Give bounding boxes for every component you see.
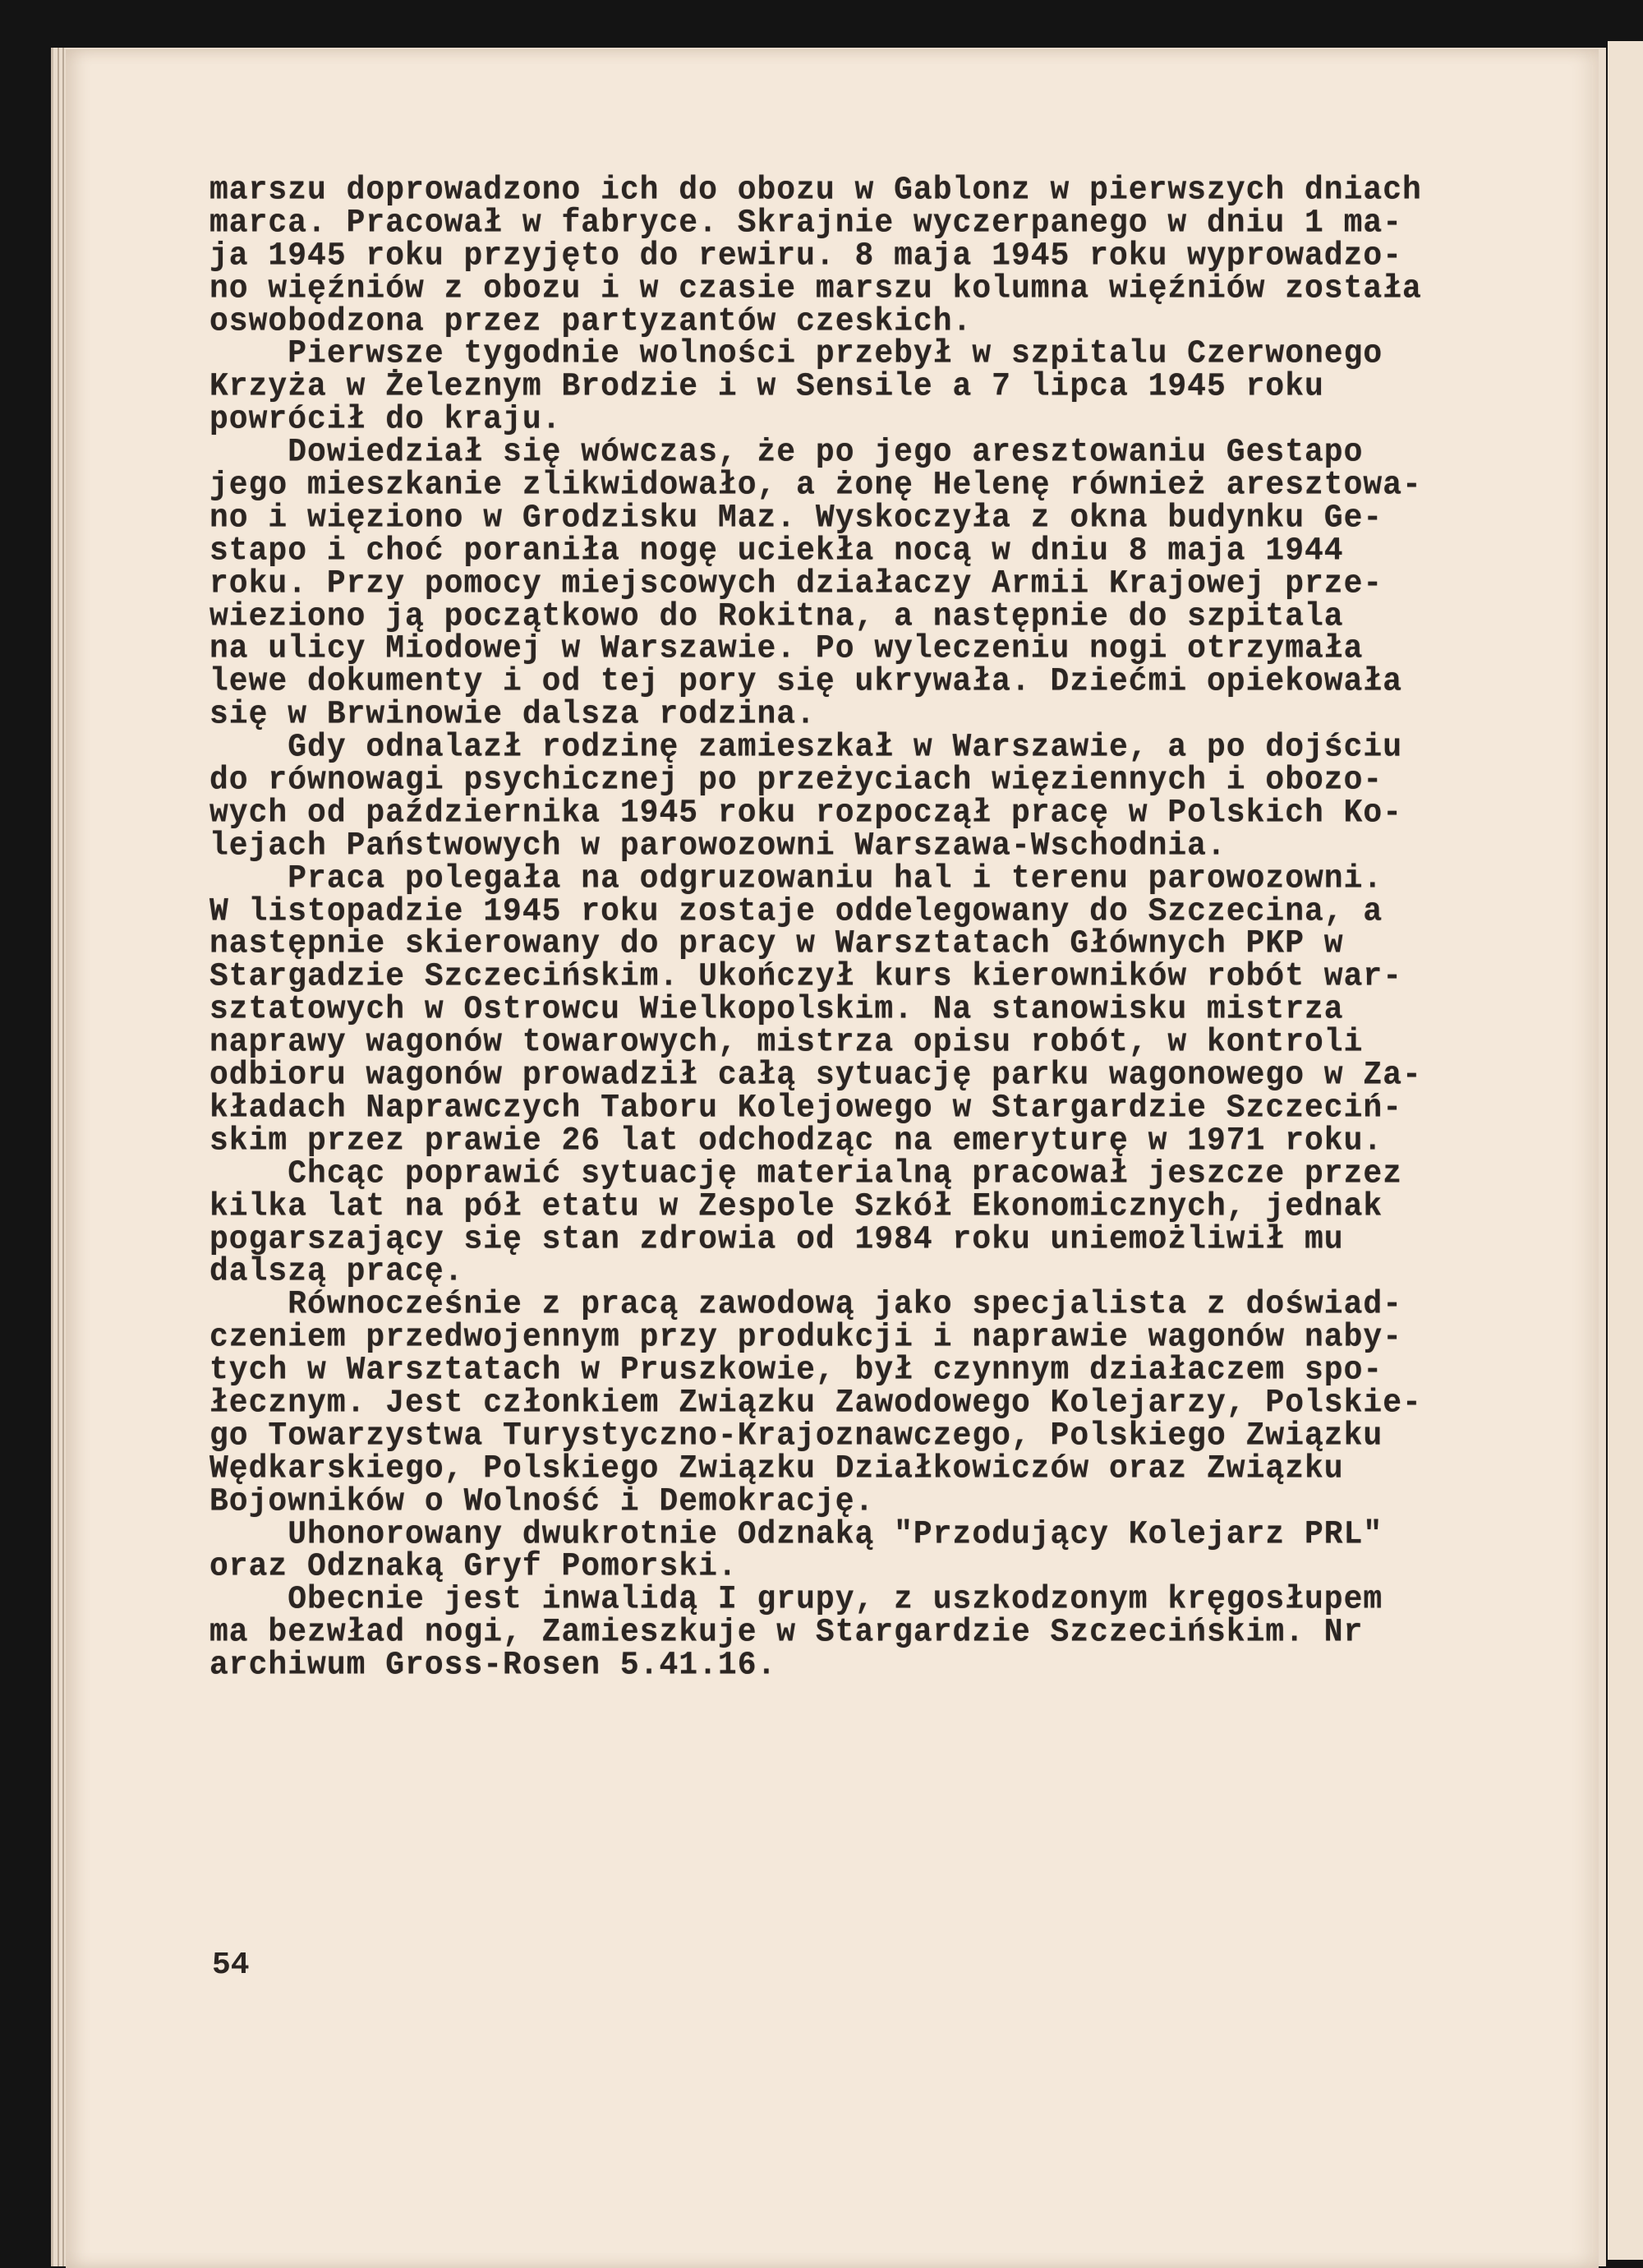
text-line: wych od października 1945 roku rozpoczął pracę w Polskich Ko- (209, 794, 1403, 832)
text-line: naprawy wagonów towarowych, mistrza opisu robót, w kontroli (209, 1024, 1364, 1062)
paragraph (209, 434, 1422, 734)
text-line: odbioru wagonów prowadził całą sytuację parku wagonowego w Za- (209, 1056, 1422, 1095)
text-line: Obecnie jest inwalidą I grupy, z uszkodzonym kręgosłupem (209, 1581, 1383, 1619)
text-line: go Towarzystwa Turystyczno-Krajoznawczego, Polskiego Związku (209, 1417, 1383, 1454)
text-line: sztatowych w Ostrowcu Wielkopolskim. Na stanowisku mistrza (209, 991, 1344, 1029)
text-line: ja 1945 roku przyjęto do rewiru. 8 maja 1945 roku wyprowadzo- (209, 237, 1403, 274)
text-line: dalszą pracę. (209, 1253, 464, 1291)
text-line: Praca polegała na odgruzowaniu hal i terenu parowozowni. (209, 860, 1383, 897)
text-line: marca. Pracował w fabryce. Skrajnie wyczerpanego w dniu 1 ma- (209, 204, 1403, 242)
text-line: skim przez prawie 26 lat odchodząc na emeryturę w 1971 roku. (209, 1122, 1383, 1159)
text-line: kładach Naprawczych Taboru Kolejowego w Stargardzie Szczeciń- (209, 1089, 1403, 1127)
text-line: tych w Warsztatach w Pruszkowie, był czynnym działaczem spo- (209, 1351, 1383, 1390)
text-line: roku. Przy pomocy miejscowych działaczy Armii Krajowej prze- (209, 565, 1383, 602)
text-line: pogarszający się stan zdrowia od 1984 roku uniemożliwił mu (209, 1220, 1344, 1258)
text-line: no i więziono w Grodzisku Maz. Wyskoczyła z okna budynku Ge- (209, 499, 1383, 537)
text-line: Bojowników o Wolność i Demokrację. (209, 1482, 875, 1520)
text-line: następnie skierowany do pracy w Warsztatach Głównych PKP w (209, 925, 1344, 963)
page-edge-line (62, 48, 64, 2266)
text-line: no więźniów z obozu i w czasie marszu kolumna więźniów została (209, 270, 1422, 307)
text-line: Chcąc poprawić sytuację materialną pracował jeszcze przez (209, 1155, 1403, 1192)
paragraph (209, 860, 1422, 1159)
adjacent-page-edge (1608, 41, 1643, 2260)
page-number: 54 (212, 1948, 250, 1983)
text-line: Dowiedział się wówczas, że po jego aresztowaniu Gestapo (209, 434, 1364, 472)
text-line: kilka lat na pół etatu w Zespole Szkół Ekonomicznych, jednak (209, 1187, 1383, 1225)
paragraph (209, 335, 1422, 439)
text-line: Równocześnie z pracą zawodową jako specjalista z doświad- (209, 1286, 1403, 1324)
text-line: lejach Państwowych w parowozowni Warszawa-Wschodnia. (209, 827, 1226, 864)
paragraph (209, 171, 1422, 340)
text-line: Wędkarskiego, Polskiego Związku Działkowiczów oraz Związku (209, 1450, 1344, 1487)
paragraph (209, 1155, 1422, 1291)
text-line: na ulicy Miodowej w Warszawie. Po wyleczeniu nogi otrzymała (209, 630, 1364, 668)
body-text (209, 171, 1422, 1685)
text-line: Stargadzie Szczecińskim. Ukończył kurs kierowników robót war- (209, 958, 1403, 996)
paragraph (209, 1581, 1422, 1685)
text-line: wieziono ją początkowo do Rokitna, a następnie do szpitala (209, 597, 1344, 635)
text-line: oraz Odznaką Gryf Pomorski. (209, 1548, 738, 1586)
text-line: archiwum Gross-Rosen 5.41.16. (209, 1646, 777, 1685)
text-line: Krzyża w Żeleznym Brodzie i w Sensile a 7 lipca 1945 roku (209, 368, 1324, 406)
text-line: W listopadzie 1945 roku zostaje oddelegowany do Szczecina, a (209, 892, 1383, 930)
text-line: oswobodzona przez partyzantów czeskich. (209, 302, 973, 340)
text-line: do równowagi psychicznej po przeżyciach więziennych i obozo- (209, 761, 1383, 800)
text-line: ma bezwład nogi, Zamieszkuje w Stargardzie Szczecińskim. Nr (209, 1614, 1364, 1652)
text-line: Gdy odnalazł rodzinę zamieszkał w Warszawie, a po dojściu (209, 729, 1403, 767)
text-line: czeniem przedwojennym przy produkcji i naprawie wagonów naby- (209, 1319, 1403, 1357)
text-line: łecznym. Jest członkiem Związku Zawodowego Kolejarzy, Polskie- (209, 1384, 1422, 1422)
text-line: lewe dokumenty i od tej pory się ukrywała. Dziećmi opiekowała (209, 663, 1403, 701)
text-line: się w Brwinowie dalsza rodzina. (209, 696, 816, 734)
page-edge-line (58, 48, 59, 2266)
text-line: jego mieszkanie zlikwidowało, a żonę Helenę również aresztowa- (209, 466, 1422, 505)
text-line: Pierwsze tygodnie wolności przebył w szpitalu Czerwonego (209, 335, 1383, 373)
text-line: stapo i choć poraniła nogę uciekła nocą w dniu 8 maja 1944 (209, 532, 1344, 569)
paragraph (209, 731, 1422, 863)
text-line: marszu doprowadzono ich do obozu w Gablonz w pierwszych dniach (209, 171, 1422, 210)
text-line: Uhonorowany dwukrotnie Odznaką "Przodujący Kolejarz PRL" (209, 1515, 1383, 1553)
text-line: powrócił do kraju. (209, 401, 562, 439)
paragraph (209, 1515, 1422, 1586)
paragraph (209, 1288, 1422, 1518)
